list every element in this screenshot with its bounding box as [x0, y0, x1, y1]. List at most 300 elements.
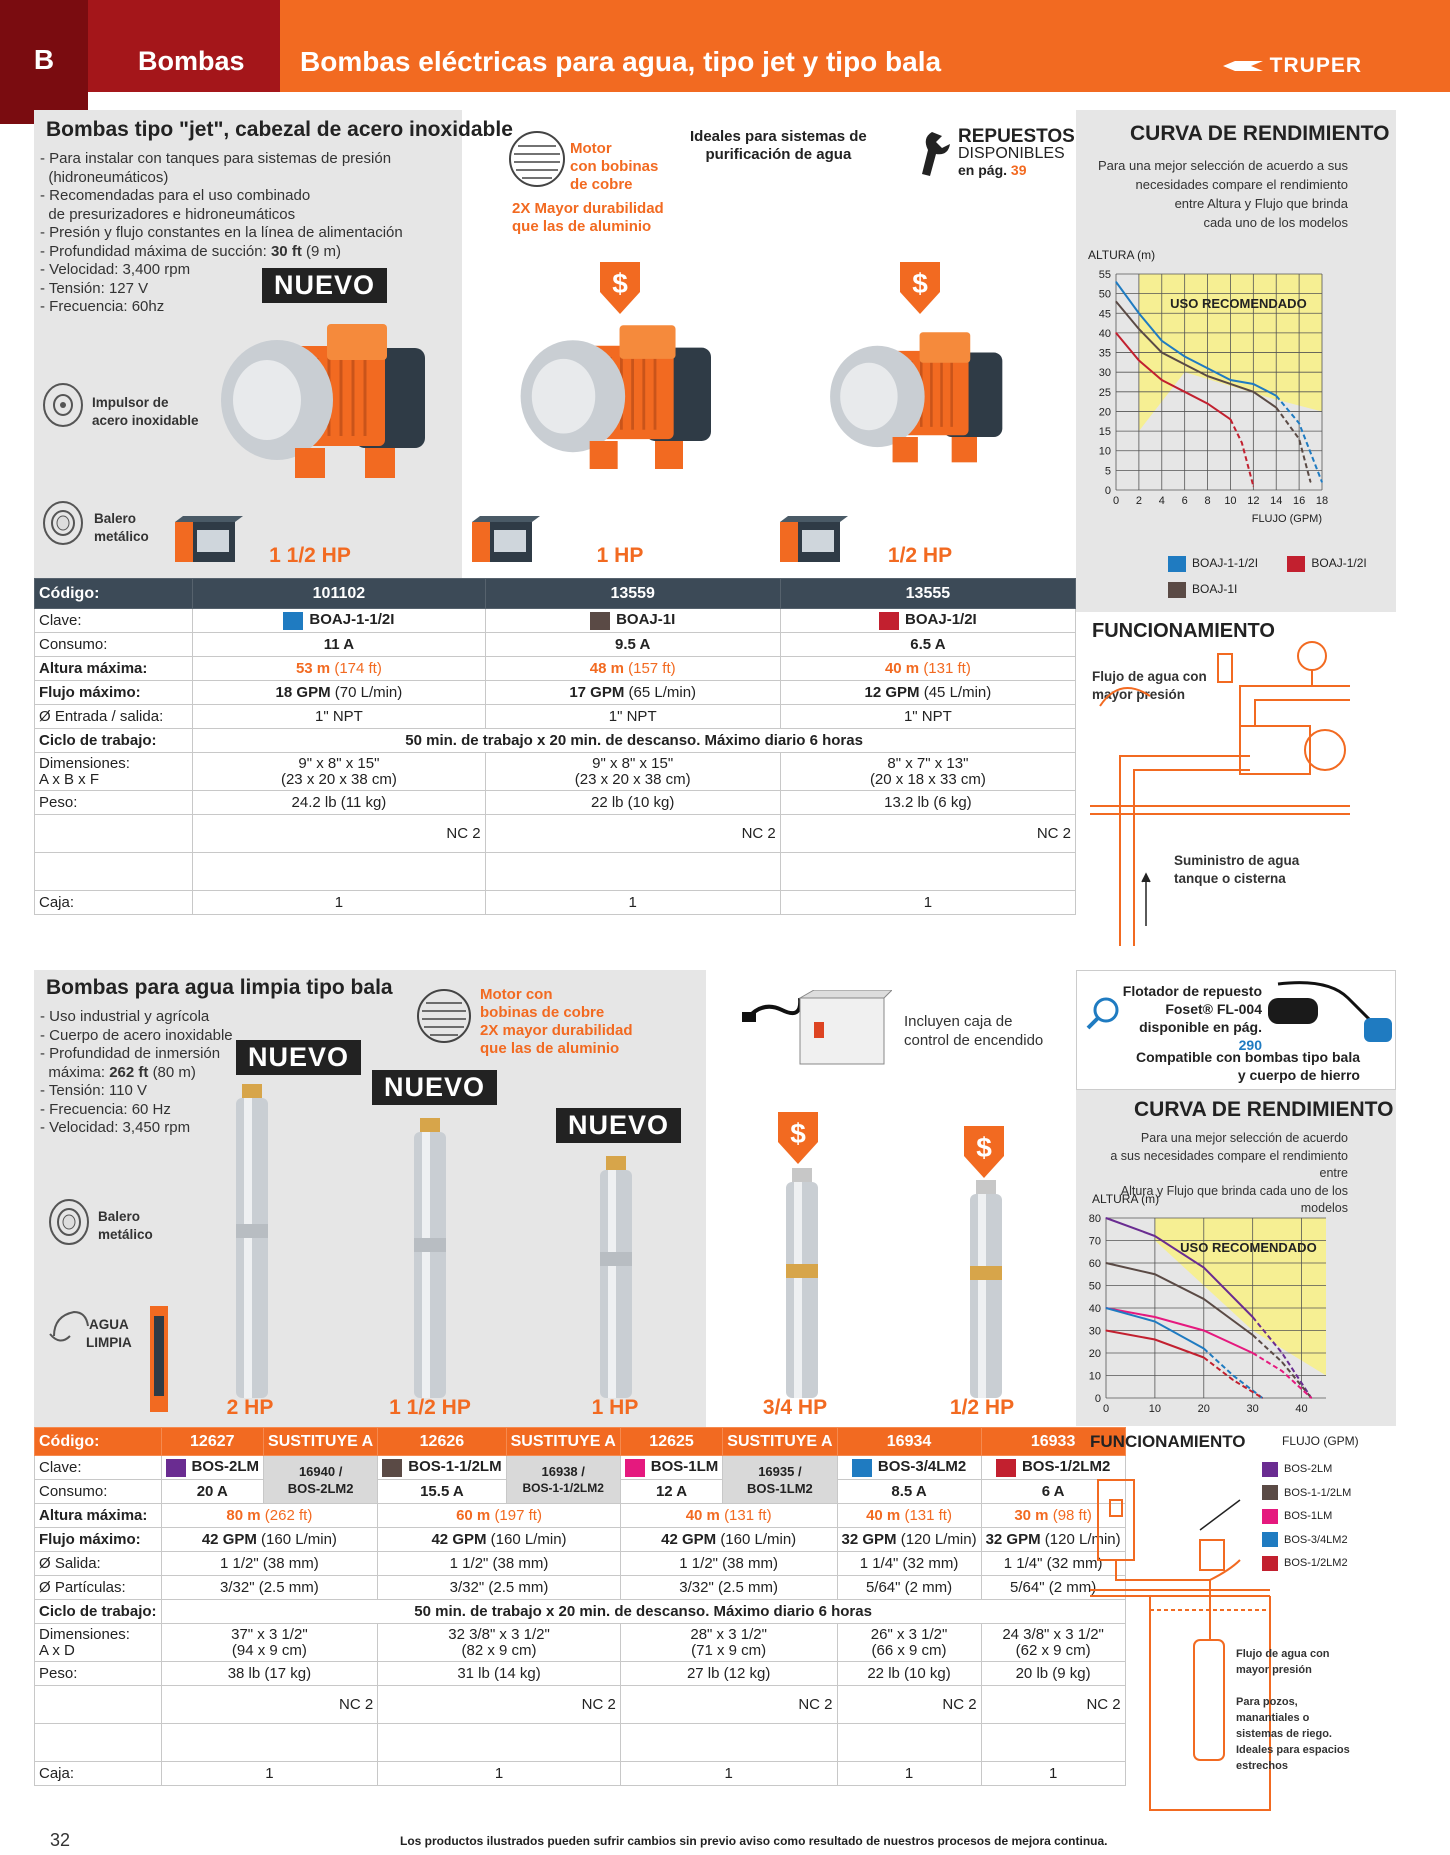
bullet-pump-image [410, 1118, 450, 1400]
data-point [1252, 1316, 1253, 1317]
table-row [35, 729, 1076, 753]
bullet: Uso industrial y agrícola [49, 1008, 210, 1025]
chart1-legend [1168, 550, 1367, 602]
flujo-cell [620, 1528, 837, 1552]
data-point [1253, 485, 1254, 486]
flujo-l: (160 L/min) [720, 1531, 797, 1548]
color-swatch [879, 612, 899, 630]
float-line: Flotador de repuesto [1122, 983, 1262, 999]
table-row [35, 815, 1076, 853]
salida-cell: 1 1/2" (38 mm) [620, 1552, 837, 1576]
bullet-pump-image [782, 1168, 822, 1400]
x-tick-label: 4 [1158, 495, 1165, 507]
nc-cell: NC 2 [485, 815, 780, 853]
price-tag-icon [962, 1126, 1006, 1178]
flujo-cell [485, 681, 780, 705]
row-label: Código: [35, 579, 193, 609]
ideal-line: Ideales para sistemas de [690, 128, 867, 145]
float-line: disponible en pág. [1139, 1019, 1262, 1035]
code-cell: 13555 [780, 579, 1075, 609]
table-row [35, 1724, 1126, 1762]
caja-cell: 1 [780, 891, 1075, 915]
dim-in: 28" x 3 1/2" [690, 1625, 767, 1643]
jet-bullets: - Para instalar con tanques para sistemas de presión (hidroneumáticos) - Recomendadas para el uso combinado de presurizadores e hidroneumáticos - Presión y flujo constantes en la línea de alimentación - Profundidad máxima de succión: 30 ft (9 m) - Velocidad: 3,400 rpm - Tensión: 127 V - Frecuencia: 60hz [40, 150, 403, 315]
jet-spec-table [34, 578, 1076, 915]
hp-label: 1/2 HP [949, 1396, 1015, 1419]
flow-line: Flujo de agua con [1236, 1648, 1330, 1660]
dim-cell [378, 1624, 621, 1662]
data-point [1321, 482, 1322, 483]
motor-line: bobinas de cobre [480, 1004, 605, 1021]
consumo-cell: 15.5 A [378, 1480, 506, 1504]
product-box-image [780, 516, 848, 562]
nc-cell: NC 2 [378, 1686, 621, 1724]
bullet-pump-image [232, 1084, 272, 1400]
control-note [904, 1012, 1043, 1050]
legend-label: BOS-1/2LM2 [1284, 1557, 1348, 1569]
series-line-dashed [1276, 408, 1310, 483]
bullet: Profundidad máxima de succión: [49, 242, 267, 260]
data-point [1161, 379, 1162, 380]
bala-motor-note [480, 986, 633, 1058]
impeller-line: acero inoxidable [92, 413, 199, 428]
color-swatch [996, 1459, 1016, 1477]
row-label: Ø Salida: [35, 1552, 162, 1576]
impeller-label [92, 394, 199, 430]
flujo-gpm: 18 GPM [275, 684, 331, 701]
data-point [1105, 1307, 1106, 1308]
chart1-ylabel: ALTURA (m) [1088, 248, 1156, 262]
data-point [1311, 1397, 1312, 1398]
data-point [1241, 442, 1242, 443]
x-tick-label: 12 [1247, 495, 1260, 507]
y-tick-label: 10 [1088, 1370, 1101, 1383]
dim-in: 8" x 7" x 13" [887, 754, 969, 772]
data-point [1105, 1330, 1106, 1331]
data-point [1115, 301, 1116, 302]
bala-bearing-label [98, 1208, 153, 1244]
flow-line: mayor presión [1092, 687, 1186, 702]
altura-m: 80 m [226, 1507, 261, 1524]
jet-pump-image [825, 325, 1015, 473]
code-cell: 12625 [620, 1428, 723, 1456]
table-row [35, 1456, 1126, 1480]
section-letter: B [0, 0, 88, 124]
clave-cell [161, 1456, 264, 1480]
nc-cell: NC 2 [193, 815, 485, 853]
data-point [1184, 391, 1185, 392]
data-point [1230, 379, 1231, 380]
clean-line: AGUA [89, 1317, 129, 1332]
spares-page-number[interactable]: 39 [1010, 162, 1027, 178]
row-label: Consumo: [35, 633, 193, 657]
y-tick-label: 10 [1098, 445, 1111, 458]
altura-cell [161, 1504, 378, 1528]
data-point [1154, 1235, 1155, 1236]
y-tick-label: 0 [1094, 1393, 1101, 1405]
new-badge: NUEVO [556, 1108, 681, 1143]
consumo-cell: 6 A [981, 1480, 1125, 1504]
bullet: Tensión: 110 V [48, 1082, 148, 1099]
spares-note [958, 128, 1075, 179]
x-tick-label: 30 [1246, 1403, 1259, 1415]
y-tick-label: 70 [1088, 1235, 1101, 1248]
data-point [1207, 403, 1208, 404]
altura-cell [780, 657, 1075, 681]
data-point [1203, 1348, 1204, 1349]
zone-label: USO RECOMENDADO [1170, 296, 1307, 311]
y-tick-label: 55 [1098, 269, 1111, 281]
data-point [1310, 482, 1311, 483]
table-row [35, 853, 1076, 891]
dim-in: 32 3/8" x 3 1/2" [448, 1625, 550, 1643]
blank-cell [780, 853, 1075, 891]
jet-pump-image [515, 318, 725, 480]
bearing-icon [46, 1196, 92, 1248]
consumo-cell: 12 A [620, 1480, 723, 1504]
bullet-pump-image [966, 1180, 1006, 1400]
table-row [35, 1600, 1126, 1624]
table-row [35, 1624, 1126, 1662]
desc-line: Para una mejor selección de acuerdo [1140, 1131, 1348, 1145]
bullet: Recomendadas para el uso combinado [49, 187, 311, 204]
float-switch-image [1268, 978, 1394, 1058]
salida-cell: 1 1/4" (32 mm) [837, 1552, 981, 1576]
y-tick-label: 5 [1104, 465, 1111, 478]
dim-cell [780, 753, 1075, 791]
consumo-cell: 8.5 A [837, 1480, 981, 1504]
data-point [1207, 368, 1208, 369]
legend-label: BOAJ-1-1/2I [1192, 556, 1259, 570]
caja-cell: 1 [485, 891, 780, 915]
data-point [1233, 1379, 1234, 1380]
row-label: Ciclo de trabajo: [35, 729, 193, 753]
consumo-cell: 9.5 A [485, 633, 780, 657]
flujo-cell [837, 1528, 981, 1552]
hp-label: 1 HP [591, 1396, 639, 1419]
flujo-l: (65 L/min) [628, 684, 697, 701]
page-header [0, 0, 1450, 92]
dim-cm: (23 x 20 x 38 cm) [574, 770, 691, 788]
data-point [1154, 1274, 1155, 1275]
data-point [1105, 1217, 1106, 1218]
durability-line: 2X Mayor durabilidad [512, 200, 664, 217]
bullet: máxima: [48, 1063, 106, 1081]
clave-cell [780, 609, 1075, 633]
dim-cm: (23 x 20 x 38 cm) [280, 770, 397, 788]
suction-metric: (9 m) [305, 242, 341, 260]
clave-value: BOS-1-1/2LM [408, 1458, 502, 1476]
use-line: manantiales o [1236, 1712, 1310, 1724]
dim-label2: A x B x F [39, 770, 100, 788]
row-label: Flujo máximo: [35, 681, 193, 705]
chart2-plot [1082, 1206, 1382, 1430]
data-point [1154, 1321, 1155, 1322]
x-tick-label: 14 [1270, 495, 1283, 507]
y-tick-label: 20 [1098, 406, 1111, 419]
bullet: Para instalar con tanques para sistemas de presión [49, 150, 392, 167]
flujo-gpm: 17 GPM [569, 684, 625, 701]
float-compat [1090, 1048, 1360, 1084]
clean-water-label [86, 1316, 132, 1352]
float-line: Foset® FL-004 [1165, 1001, 1262, 1017]
svg-text:$: $ [612, 268, 628, 299]
new-badge: NUEVO [236, 1040, 361, 1075]
motor-line: Motor [570, 140, 612, 157]
x-tick-label: 0 [1112, 495, 1120, 507]
desc-line: entre Altura y Flujo que brinda [1174, 196, 1348, 211]
table-row [35, 1576, 1126, 1600]
price-tag-icon [898, 262, 942, 314]
altura-ft: (98 ft) [1052, 1507, 1092, 1524]
clave-cell [485, 609, 780, 633]
ciclo-cell: 50 min. de trabajo x 20 min. de descanso. Máximo diario 6 horas [193, 729, 1076, 753]
desc-line: Para una mejor selección de acuerdo a sus [1097, 158, 1348, 173]
blank-cell [485, 853, 780, 891]
chart1-title: CURVA DE RENDIMIENTO [1130, 122, 1390, 145]
part-cell: 3/32" (2.5 mm) [620, 1576, 837, 1600]
caja-cell: 1 [193, 891, 485, 915]
entrada-cell: 1" NPT [193, 705, 485, 729]
func2-title: FUNCIONAMIENTO [1090, 1432, 1246, 1451]
clave-value: BOS-1/2LM2 [1021, 1458, 1111, 1476]
data-point [1253, 391, 1254, 392]
truper-wing-icon [1223, 59, 1263, 73]
desc-line: a sus necesidades compare el rendimiento entre [1110, 1148, 1348, 1180]
nc-cell: NC 2 [620, 1686, 837, 1724]
replaces-cell [264, 1456, 378, 1504]
replaces-key: BOS-2LM2 [287, 1480, 354, 1496]
altura-ft: (157 ft) [628, 660, 676, 677]
bala-spec-table [34, 1427, 1126, 1786]
blank-cell [620, 1724, 837, 1762]
entrada-cell: 1" NPT [780, 705, 1075, 729]
svg-text:$: $ [790, 1118, 806, 1149]
data-point [1115, 281, 1116, 282]
float-page[interactable]: 290 [1238, 1037, 1262, 1053]
table-row [35, 753, 1076, 791]
jet-pump-image [215, 318, 440, 488]
data-point [1138, 328, 1139, 329]
bearing-line: Balero [98, 1209, 141, 1224]
bullet: Presión y flujo constantes en la línea de alimentación [49, 224, 403, 241]
replaces-header: SUSTITUYE A [723, 1428, 837, 1456]
table-row [35, 1686, 1126, 1724]
altura-ft: (131 ft) [724, 1507, 772, 1524]
wrench-icon [918, 128, 958, 180]
durability-line: 2X mayor durabilidad [480, 1022, 633, 1039]
table-row [35, 791, 1076, 815]
func2-flow [1236, 1646, 1330, 1678]
replaces-header: SUSTITUYE A [264, 1428, 378, 1456]
flujo-l: (120 L/min) [900, 1531, 977, 1548]
data-point [1138, 313, 1139, 314]
code-cell: 16933 [981, 1428, 1125, 1456]
flujo-gpm: 12 GPM [864, 684, 920, 701]
flow-line: Flujo de agua con [1092, 669, 1207, 684]
hp-label: 3/4 HP [762, 1396, 828, 1419]
replaces-code: 16935 / [758, 1463, 802, 1479]
altura-cell [485, 657, 780, 681]
page-title: Bombas eléctricas para agua, tipo jet y tipo bala [300, 46, 942, 77]
spares-page [958, 162, 1075, 179]
motor-line: Motor con [480, 986, 553, 1003]
data-point [1105, 1262, 1106, 1263]
flujo-gpm: 32 GPM [985, 1531, 1041, 1548]
color-swatch [283, 612, 303, 630]
row-label: Ciclo de trabajo: [35, 1600, 162, 1624]
dim-cm: (94 x 9 cm) [231, 1641, 307, 1659]
bearing-icon [40, 498, 86, 548]
dim-in: 9" x 8" x 15" [592, 754, 674, 772]
clave-value: BOS-2LM [191, 1458, 260, 1476]
data-point [1184, 364, 1185, 365]
impeller-icon [40, 380, 86, 430]
product-box-image [472, 516, 540, 562]
code-cell: 16934 [837, 1428, 981, 1456]
desc-line: cada uno de los modelos [1203, 215, 1348, 230]
x-tick-label: 6 [1181, 495, 1188, 507]
depth-metric: (80 m) [152, 1063, 196, 1081]
consumo-cell: 20 A [161, 1480, 264, 1504]
clave-cell [837, 1456, 981, 1480]
row-label: Consumo: [35, 1480, 162, 1504]
depth-value: 262 ft [109, 1063, 149, 1081]
row-label: Peso: [35, 1662, 162, 1686]
control-line: Incluyen caja de [904, 1013, 1013, 1030]
row-label: Altura máxima: [35, 1504, 162, 1528]
color-swatch [625, 1459, 645, 1477]
altura-m: 30 m [1014, 1507, 1049, 1524]
legend-swatch [1168, 582, 1186, 598]
y-tick-label: 45 [1098, 308, 1111, 321]
row-label: Caja: [35, 1762, 162, 1786]
y-tick-label: 50 [1088, 1280, 1101, 1293]
dim-cell [620, 1624, 837, 1662]
legend-swatch [1168, 556, 1186, 572]
legend-swatch [1287, 556, 1305, 572]
row-label: Altura máxima: [35, 657, 193, 681]
flujo-l: (160 L/min) [261, 1531, 337, 1548]
altura-cell [193, 657, 485, 681]
ideal-line: purificación de agua [705, 146, 852, 163]
data-point [1281, 1370, 1282, 1371]
compat-line: y cuerpo de hierro [1237, 1067, 1360, 1083]
data-point [1262, 1397, 1263, 1398]
replaces-header: SUSTITUYE A [506, 1428, 620, 1456]
row-label [35, 1624, 162, 1662]
data-point [1138, 360, 1139, 361]
flow-line: mayor presión [1236, 1664, 1312, 1676]
bullet: Velocidad: 3,400 rpm [49, 261, 191, 278]
table-row [35, 579, 1076, 609]
flujo-l: (120 L/min) [1044, 1531, 1121, 1548]
bullet: Profundidad de inmersión [49, 1045, 221, 1062]
use-line: sistemas de riego. [1236, 1728, 1332, 1740]
dim-label2: A x D [39, 1641, 75, 1659]
flujo-cell [780, 681, 1075, 705]
bullet: Cuerpo de acero inoxidable [49, 1026, 233, 1044]
caja-cell: 1 [837, 1762, 981, 1786]
blank-cell [35, 815, 193, 853]
clave-value: BOAJ-1I [616, 611, 676, 629]
caja-cell: 1 [981, 1762, 1125, 1786]
ciclo-cell: 50 min. de trabajo x 20 min. de descanso. Máximo diario 6 horas [161, 1600, 1125, 1624]
table-row [35, 609, 1076, 633]
desc-line: Altura y Flujo que brinda cada uno de los modelos [1120, 1183, 1348, 1215]
blank-cell [35, 853, 193, 891]
row-label: Código: [35, 1428, 162, 1456]
part-cell: 5/64" (2 mm) [837, 1576, 981, 1600]
dim-in: 26" x 3 1/2" [870, 1625, 948, 1643]
altura-cell [378, 1504, 621, 1528]
bullet: de presurizadores e hidroneumáticos [48, 205, 296, 223]
flujo-cell [161, 1528, 378, 1552]
new-badge: NUEVO [262, 268, 387, 303]
row-label: Ø Partículas: [35, 1576, 162, 1600]
y-tick-label: 40 [1098, 327, 1111, 340]
dim-cm: (20 x 18 x 33 cm) [869, 770, 986, 788]
peso-cell: 13.2 lb (6 kg) [780, 791, 1075, 815]
jet-function-diagram [1090, 636, 1350, 948]
data-point [1207, 376, 1208, 377]
func2-uses [1236, 1694, 1350, 1774]
brand-name: TRUPER [1269, 54, 1362, 77]
code-cell: 101102 [193, 579, 485, 609]
dim-cm: (62 x 9 cm) [1015, 1641, 1091, 1659]
altura-cell [620, 1504, 837, 1528]
legend-label: BOS-3/4LM2 [1284, 1533, 1348, 1546]
data-point [1253, 383, 1254, 384]
legend-label: BOS-2LM [1284, 1463, 1333, 1475]
row-label [35, 753, 193, 791]
blank-cell [837, 1724, 981, 1762]
row-label: Flujo máximo: [35, 1528, 162, 1552]
data-point [1154, 1339, 1155, 1340]
row-label: Clave: [35, 1456, 162, 1480]
peso-cell: 22 lb (10 kg) [837, 1662, 981, 1686]
dim-cm: (71 x 9 cm) [691, 1641, 767, 1659]
dim-in: 9" x 8" x 15" [298, 754, 380, 772]
table-row [35, 1662, 1126, 1686]
chart1-plot [1082, 262, 1402, 534]
part-cell: 5/64" (2 mm) [981, 1576, 1125, 1600]
altura-ft: (131 ft) [923, 660, 971, 677]
altura-ft: (197 ft) [494, 1507, 542, 1524]
x-tick-label: 2 [1135, 495, 1142, 507]
part-cell: 3/32" (2.5 mm) [378, 1576, 621, 1600]
data-point [1203, 1298, 1204, 1299]
part-cell: 3/32" (2.5 mm) [161, 1576, 378, 1600]
replaces-key: BOS-1-1/2LM2 [522, 1480, 604, 1495]
color-swatch [852, 1459, 872, 1477]
data-point [1281, 1352, 1282, 1353]
footer-note: Los productos ilustrados pueden sufrir cambios sin previo aviso como resultado de nuestros procesos de mejora continua. [400, 1834, 1108, 1848]
table-row [35, 681, 1076, 705]
row-label: Ø Entrada / salida: [35, 705, 193, 729]
page-number: 32 [50, 1830, 71, 1850]
salida-cell: 1 1/4" (32 mm) [981, 1552, 1125, 1576]
altura-m: 40 m [884, 660, 920, 677]
data-point [1184, 356, 1185, 357]
replaces-key: BOS-1LM2 [747, 1480, 813, 1496]
consumo-cell: 11 A [193, 633, 485, 657]
compat-line: Compatible con bombas tipo bala [1135, 1049, 1360, 1065]
x-tick-label: 0 [1102, 1403, 1110, 1415]
data-point [1161, 352, 1162, 353]
jet-title: Bombas tipo "jet", cabezal de acero inoxidable [46, 118, 513, 141]
row-label: Caja: [35, 891, 193, 915]
